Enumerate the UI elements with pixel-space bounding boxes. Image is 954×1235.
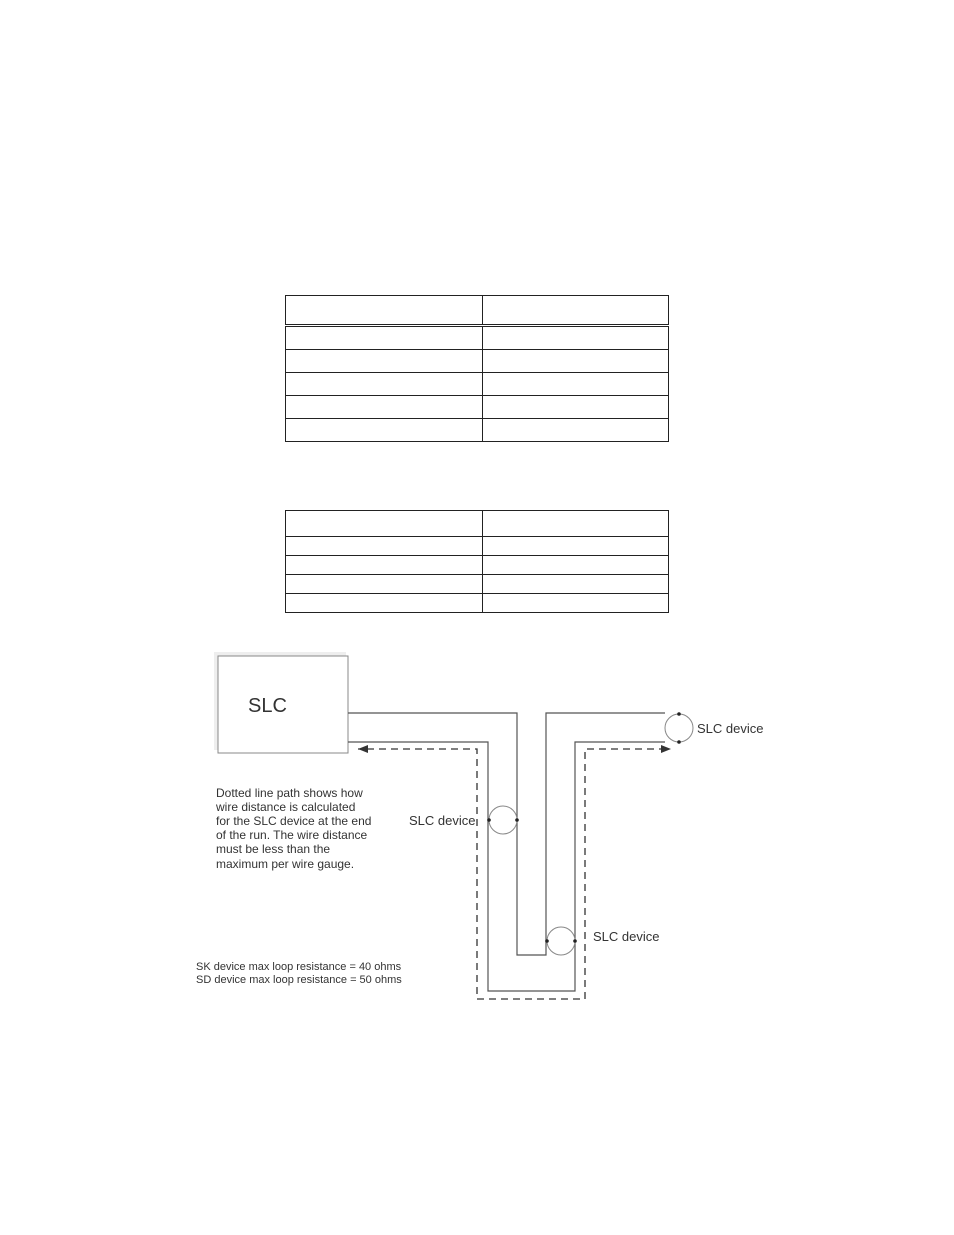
note-line: must be less than the (216, 842, 331, 856)
slc-device-label: SLC device (593, 929, 660, 944)
note-line: maximum per wire gauge. (216, 857, 355, 871)
path-arrowhead-right (661, 745, 671, 753)
slc-device-label: SLC device (409, 813, 476, 828)
path-arrowhead-left (358, 745, 368, 753)
slc-device-mid-circle (489, 806, 517, 834)
slc-device-low-circle (547, 927, 575, 955)
wire-distance-path (358, 749, 666, 999)
terminal-dot (677, 740, 681, 744)
wire-conductor-b (348, 742, 665, 991)
terminal-dot (487, 818, 491, 822)
note-line: Dotted line path shows how (216, 786, 363, 800)
note-line: of the run. The wire distance (216, 828, 368, 842)
slc-device-label: SLC device (697, 721, 764, 736)
resistance-line: SD device max loop resistance = 50 ohms (196, 974, 402, 986)
note-line: for the SLC device at the end (216, 814, 372, 828)
terminal-dot (545, 939, 549, 943)
resistance-line: SK device max loop resistance = 40 ohms (196, 961, 402, 973)
wire-distance-note (215, 786, 371, 871)
loop-resistance-notes (196, 961, 402, 986)
note-line: wire distance is calculated (216, 800, 356, 814)
terminal-dot (677, 712, 681, 716)
terminal-dot (573, 939, 577, 943)
terminal-dot (515, 818, 519, 822)
slc-panel-label: SLC (248, 695, 287, 717)
slc-device-end-circle (665, 714, 693, 742)
